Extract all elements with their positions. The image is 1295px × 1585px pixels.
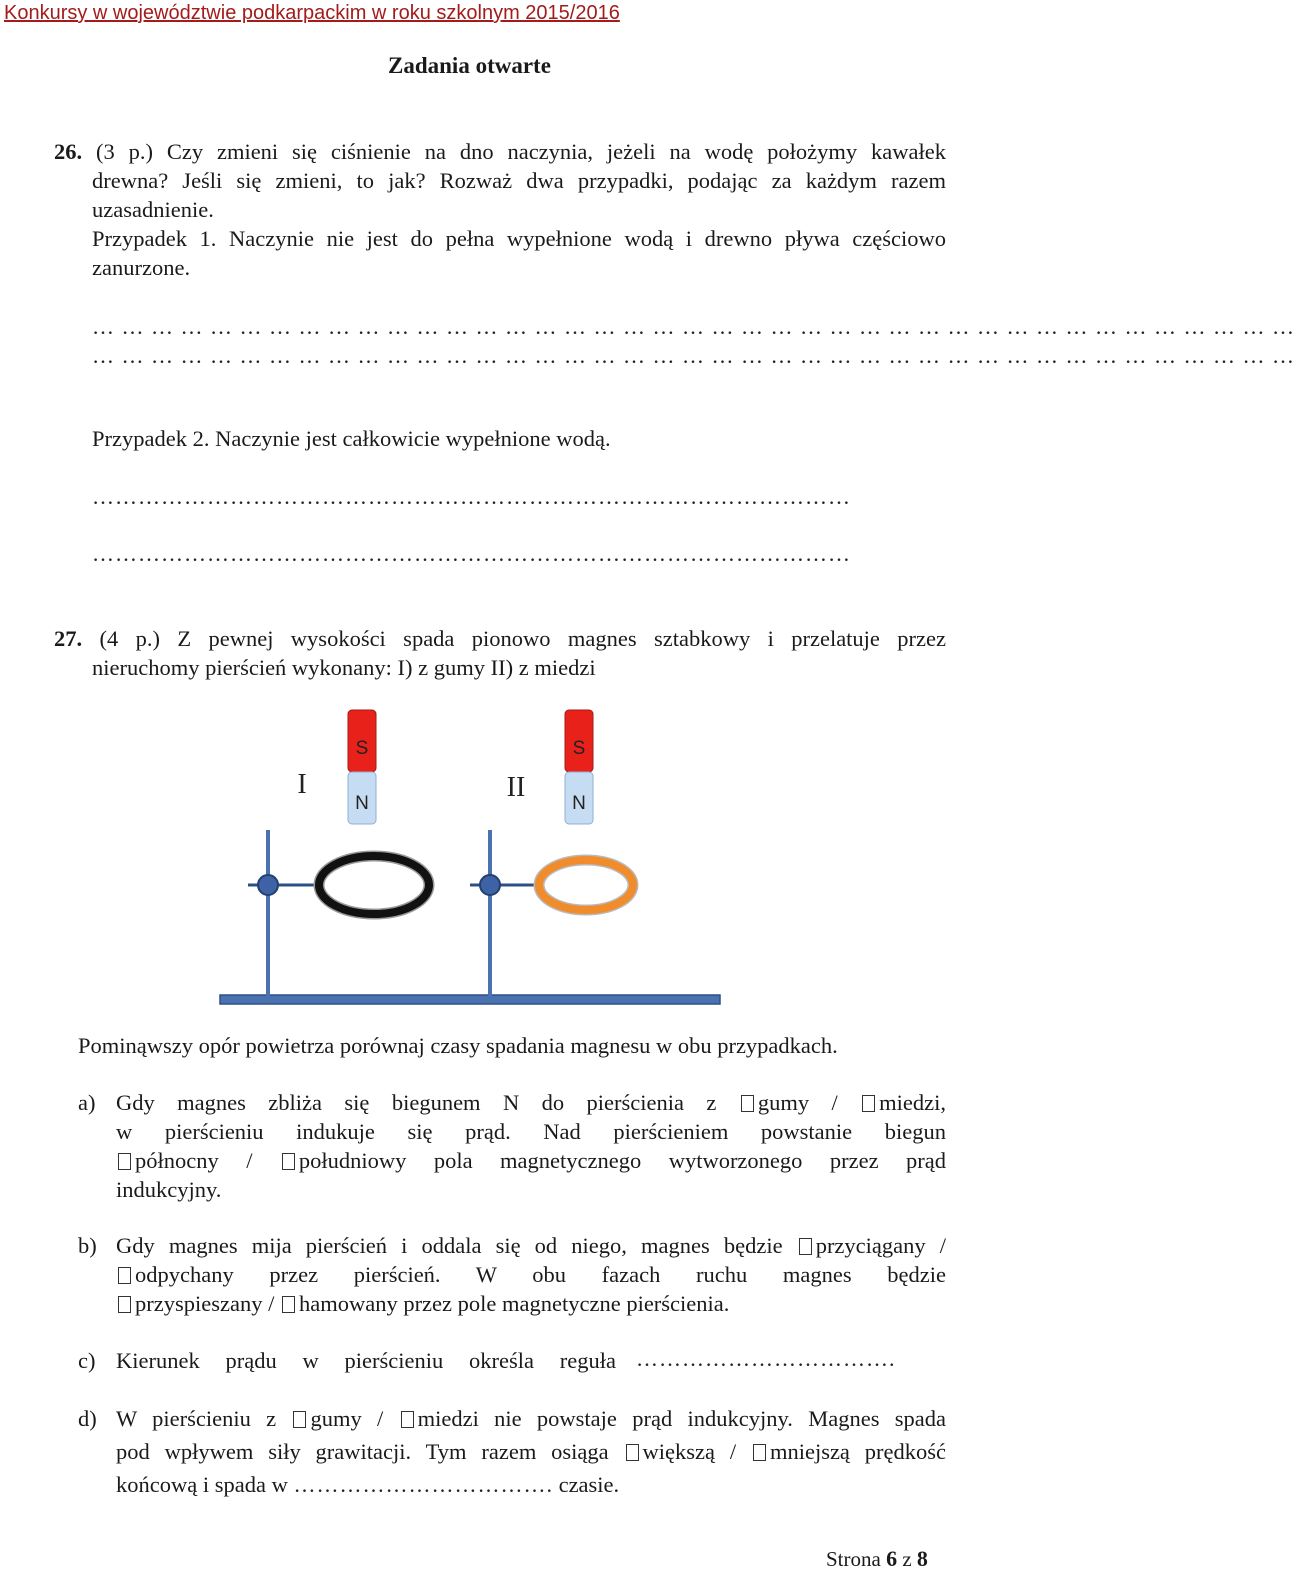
page-number: Strona 6 z 8	[826, 1546, 928, 1571]
answer-dots-line[interactable]: … … … … … … … … … … … … … … … … … … … … … … … … … … … … … … … … … … … … … … … … …	[92, 314, 1295, 339]
stand-clamp-left	[258, 875, 278, 895]
q26-text-line2: drewna? Jeśli się zmieni, to jak? Rozważ dwa przypadki, podając za każdym razem	[92, 168, 946, 193]
q27-text-line1: (4 p.) Z pewnej wysokości spada pionowo magnes sztabkowy i przelatuje przez	[99, 626, 946, 651]
option-przyciagany: przyciągany /	[815, 1233, 946, 1258]
stand-base	[220, 995, 720, 1004]
q27-number: 27.	[54, 626, 83, 651]
subq-c-text: Kierunek prądu w pierścieniu określa reguła	[116, 1348, 616, 1373]
checkbox-przyspieszany[interactable]	[118, 1296, 131, 1313]
subq-d-text: pod wpływem siły grawitacji. Tym razem osiąga	[116, 1439, 609, 1464]
case-label-i: I	[297, 769, 307, 800]
subq-a-text: w pierścieniu indukuje się prąd. Nad pierścieniem powstanie biegun	[116, 1119, 946, 1144]
magnet-label-n: N	[572, 793, 586, 814]
magnet-label-s: S	[572, 738, 586, 759]
case-label-ii: II	[506, 772, 526, 803]
magnet-rings-diagram	[0, 700, 960, 1010]
option-odpychany: odpychany przez pierścień. W obu fazach ruchu magnes będzie	[135, 1262, 946, 1287]
checkbox-miedzi[interactable]	[862, 1095, 875, 1112]
checkbox-przyciagany[interactable]	[799, 1238, 812, 1255]
checkbox-mniejsza[interactable]	[753, 1444, 766, 1461]
checkbox-hamowany[interactable]	[282, 1296, 295, 1313]
q26-case1-line2: zanurzone.	[92, 255, 191, 280]
stand-clamp-right	[480, 875, 500, 895]
copper-ring	[539, 860, 633, 910]
q26-text-line3: uzasadnienie.	[92, 197, 214, 222]
magnet-label-s: S	[355, 738, 369, 759]
subq-c-label: c)	[78, 1348, 96, 1373]
subq-d-text: W pierścieniu z	[116, 1406, 277, 1431]
subq-a-label: a)	[78, 1090, 96, 1115]
q26-number: 26.	[54, 139, 83, 164]
subq-a-text: indukcyjny.	[116, 1177, 222, 1202]
checkbox-wieksza[interactable]	[626, 1444, 639, 1461]
checkbox-poludniowy[interactable]	[282, 1153, 295, 1170]
option-mniejsza: mniejszą prędkość	[769, 1439, 946, 1464]
option-poludniowy: południowy pola magnetycznego wytworzonego przez prąd	[298, 1148, 946, 1173]
answer-dots-line[interactable]: …………………………….	[293, 1472, 553, 1497]
subq-b-text: Gdy magnes mija pierścień i oddala się od niego, magnes będzie	[116, 1233, 783, 1258]
checkbox-miedzi[interactable]	[401, 1411, 414, 1428]
option-miedzi: miedzi nie powstaje prąd indukcyjny. Magnes spada	[417, 1406, 946, 1431]
q27-text-line2: nieruchomy pierścień wykonany: I) z gumy II) z miedzi	[92, 655, 596, 680]
rubber-ring	[319, 856, 429, 914]
q27-intro: Pominąwszy opór powietrza porównaj czasy spadania magnesu w obu przypadkach.	[78, 1033, 838, 1058]
subq-d-text: końcową i spada w	[116, 1472, 288, 1497]
q26-case2: Przypadek 2. Naczynie jest całkowicie wypełnione wodą.	[92, 426, 611, 451]
checkbox-gumy[interactable]	[293, 1411, 306, 1428]
magnet-label-n: N	[355, 793, 369, 814]
subq-b-label: b)	[78, 1233, 97, 1258]
answer-dots-line[interactable]: ………………………………………………………………………………………	[92, 541, 851, 566]
option-wieksza: większą /	[642, 1439, 737, 1464]
option-przyspieszany: przyspieszany /	[135, 1291, 275, 1316]
checkbox-odpychany[interactable]	[118, 1267, 131, 1284]
option-polnocny: północny /	[135, 1148, 253, 1173]
document-header: Konkursy w województwie podkarpackim w roku szkolnym 2015/2016	[4, 2, 620, 24]
subq-d-text: czasie.	[558, 1472, 620, 1497]
answer-dots-line[interactable]: ………………………………………………………………………………………	[92, 484, 851, 509]
subq-d-label: d)	[78, 1406, 97, 1431]
section-title: Zadania otwarte	[388, 53, 551, 78]
answer-dots-line[interactable]: …………………………….	[636, 1346, 896, 1371]
checkbox-polnocny[interactable]	[118, 1153, 131, 1170]
q26-case1-line1: Przypadek 1. Naczynie nie jest do pełna wypełnione wodą i drewno pływa częściowo	[92, 226, 946, 251]
q26-text-line1: (3 p.) Czy zmieni się ciśnienie na dno naczynia, jeżeli na wodę położymy kawałek	[96, 139, 946, 164]
answer-dots-line[interactable]: … … … … … … … … … … … … … … … … … … … … … … … … … … … … … … … … … … … … … … … … …	[92, 343, 1295, 368]
option-gumy: gumy /	[757, 1090, 838, 1115]
subq-a-text: Gdy magnes zbliża się biegunem N do pierścienia z	[116, 1090, 717, 1115]
option-gumy: gumy /	[310, 1406, 384, 1431]
option-miedzi: miedzi,	[879, 1090, 947, 1115]
option-hamowany: hamowany przez pole magnetyczne pierścienia.	[298, 1291, 730, 1316]
checkbox-gumy[interactable]	[741, 1095, 754, 1112]
